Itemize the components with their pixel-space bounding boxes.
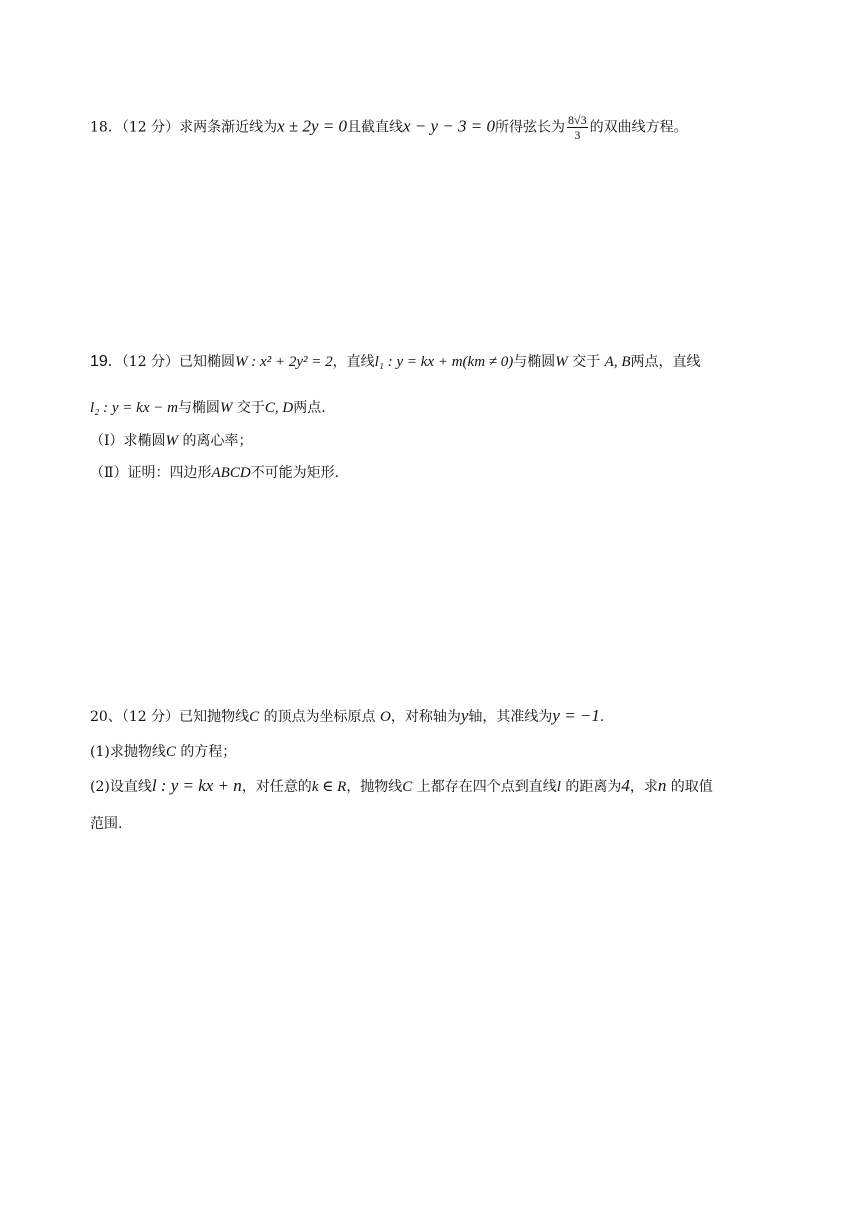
q20-parabola-c: C xyxy=(249,709,260,725)
question-19-part2 xyxy=(90,463,339,483)
q19-text-mid7: 两点. xyxy=(293,400,326,416)
question-20-part2-line1 xyxy=(90,776,713,797)
q20-n: n xyxy=(657,776,667,795)
q20-part2-suffix: 的取值 xyxy=(670,779,713,795)
q20-part1-suffix: 的方程； xyxy=(180,744,237,760)
q20-origin-o: O xyxy=(380,709,391,725)
q20-part2-prefix: (2)设直线 xyxy=(90,779,152,795)
q20-part2-mid1: ，对任意的 xyxy=(241,779,312,795)
q20-part2-l: l xyxy=(556,779,561,795)
q20-part1-c: C xyxy=(165,744,176,760)
q20-part2-mid5: ，求 xyxy=(629,779,658,795)
q19-part2-abcd: ABCD xyxy=(211,465,251,481)
q20-part2-mid4: 的距离为 xyxy=(565,779,622,795)
question-20-line1 xyxy=(90,706,604,727)
question-18-line xyxy=(90,113,688,142)
q18-text-mid1: 且截直线 xyxy=(347,119,403,136)
q20-end: . xyxy=(599,709,605,725)
q19-line-l2-equation: l₂ : y = kx − m xyxy=(90,400,178,416)
question-19-line1 xyxy=(90,352,700,372)
q19-text-mid1: ，直线 xyxy=(332,354,375,370)
q19-ellipse-w2: W xyxy=(219,400,233,416)
q20-part1-prefix: (1)求抛物线 xyxy=(90,744,166,760)
q20-line-l-equation: l : y = kx + n xyxy=(151,776,242,795)
q19-text-mid2: 与椭圆 xyxy=(513,354,556,370)
q20-text-mid2: ，对称轴为 xyxy=(390,709,461,725)
q18-text-mid2: 所得弦长为 xyxy=(495,119,566,136)
q20-y-axis: y xyxy=(460,706,469,725)
question-19-part1 xyxy=(90,431,252,451)
q19-text-mid6: 交于 xyxy=(236,400,265,416)
q19-part2-prefix: （Ⅱ）证明：四边形 xyxy=(90,465,212,481)
q20-prefix: 20、（12 分）已知抛物线 xyxy=(90,709,250,725)
q20-k-in-r: k ∈ R xyxy=(311,779,347,795)
question-20-part2-line2 xyxy=(90,814,122,834)
q19-part1-w: W xyxy=(165,433,179,449)
q19-part1-suffix: 的离心率； xyxy=(182,433,253,449)
q18-suffix: 的双曲线方程。 xyxy=(589,119,688,136)
q18-fraction-denominator: 3 xyxy=(574,128,581,142)
q20-part2-line2: 范围. xyxy=(90,816,123,832)
q19-part1-prefix: （Ⅰ）求椭圆 xyxy=(90,433,166,449)
question-19-line2 xyxy=(90,398,326,418)
q19-text-mid4: 两点，直线 xyxy=(630,354,701,370)
q19-points-ab: A, B xyxy=(604,354,631,370)
q18-prefix: 18．（12 分）求两条渐近线为 xyxy=(90,119,278,136)
q19-text-mid5: 与椭圆 xyxy=(177,400,220,416)
q19-ellipse-w: W xyxy=(555,354,568,370)
q19-number: 19 xyxy=(90,353,108,370)
q19-part2-suffix: 不可能为矩形. xyxy=(250,465,340,481)
question-20-part1 xyxy=(90,742,236,762)
q20-text-mid3: 轴，其准线为 xyxy=(468,709,553,725)
q19-points-cd: C, D xyxy=(264,400,294,416)
q18-line-equation: x − y − 3 = 0 xyxy=(403,116,496,136)
q19-line-l1-equation: l₁ : y = kx + m(km ≠ 0) xyxy=(374,354,514,370)
q19-ellipse-equation: W : x² + 2y² = 2 xyxy=(235,354,333,370)
q20-directrix-equation: y = −1 xyxy=(552,706,600,725)
q19-prefix: ．（12 分）已知椭圆 xyxy=(107,354,236,370)
q20-text-mid1: 的顶点为坐标原点 xyxy=(263,709,376,725)
q20-distance-value: 4 xyxy=(621,776,630,795)
q18-fraction-numerator: 8√3 xyxy=(568,113,587,127)
q19-text-mid3: 交于 xyxy=(572,354,601,370)
q20-part2-mid3: 上都存在四个点到直线 xyxy=(416,779,557,795)
q18-asymptote-equation: x ± 2y = 0 xyxy=(277,116,347,136)
q20-part2-c: C xyxy=(402,779,413,795)
q20-part2-mid2: ，抛物线 xyxy=(346,779,403,795)
q18-chord-length-fraction xyxy=(567,113,588,142)
